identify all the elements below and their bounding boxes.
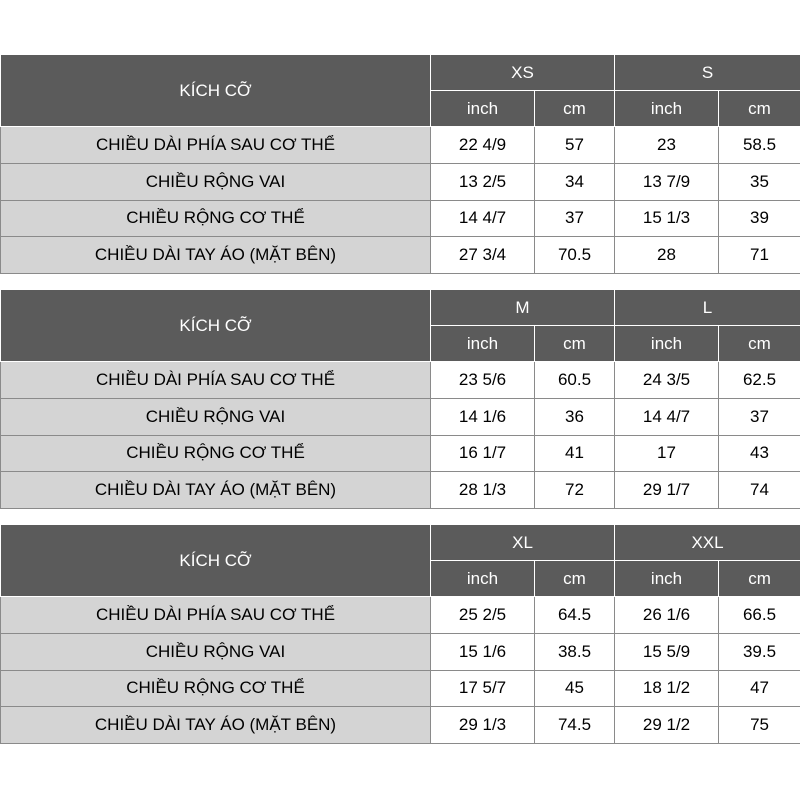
cell-value: 18 1/2	[615, 670, 719, 707]
cell-value: 62.5	[719, 362, 800, 399]
row-label-body-width: CHIỀU RỘNG CƠ THỂ	[1, 435, 431, 472]
cell-value: 17 5/7	[431, 670, 535, 707]
unit-inch: inch	[615, 91, 719, 127]
unit-cm: cm	[719, 326, 800, 362]
row-label-back-length: CHIỀU DÀI PHÍA SAU CƠ THỂ	[1, 362, 431, 399]
size-table-2	[0, 289, 800, 509]
table-row	[1, 633, 800, 670]
unit-cm: cm	[719, 561, 800, 597]
cell-value: 37	[719, 398, 800, 435]
cell-value: 15 5/9	[615, 633, 719, 670]
cell-value: 28	[615, 237, 719, 274]
size-header-row	[1, 55, 800, 91]
row-label-shoulder-width: CHIỀU RỘNG VAI	[1, 398, 431, 435]
row-label-sleeve-length: CHIỀU DÀI TAY ÁO (MẶT BÊN)	[1, 707, 431, 744]
cell-value: 72	[535, 472, 615, 509]
row-label-back-length: CHIỀU DÀI PHÍA SAU CƠ THỂ	[1, 127, 431, 164]
cell-value: 29 1/2	[615, 707, 719, 744]
cell-value: 13 2/5	[431, 163, 535, 200]
size-header-label: KÍCH CỠ	[1, 290, 431, 362]
size-table-3	[0, 524, 800, 744]
cell-value: 45	[535, 670, 615, 707]
size-table-1	[0, 54, 800, 274]
cell-value: 26 1/6	[615, 597, 719, 634]
size-header-row	[1, 525, 800, 561]
size-name-l: L	[615, 290, 800, 326]
unit-inch: inch	[431, 326, 535, 362]
table-row	[1, 200, 800, 237]
cell-value: 38.5	[535, 633, 615, 670]
unit-cm: cm	[535, 326, 615, 362]
cell-value: 35	[719, 163, 800, 200]
unit-cm: cm	[535, 91, 615, 127]
row-label-back-length: CHIỀU DÀI PHÍA SAU CƠ THỂ	[1, 597, 431, 634]
table-row	[1, 398, 800, 435]
cell-value: 23 5/6	[431, 362, 535, 399]
size-chart-table	[0, 54, 800, 274]
table-row	[1, 670, 800, 707]
row-label-sleeve-length: CHIỀU DÀI TAY ÁO (MẶT BÊN)	[1, 472, 431, 509]
size-name-m: M	[431, 290, 615, 326]
cell-value: 29 1/7	[615, 472, 719, 509]
cell-value: 14 1/6	[431, 398, 535, 435]
table-row	[1, 237, 800, 274]
size-name-xs: XS	[431, 55, 615, 91]
cell-value: 28 1/3	[431, 472, 535, 509]
table-row	[1, 707, 800, 744]
table-row	[1, 435, 800, 472]
cell-value: 29 1/3	[431, 707, 535, 744]
size-header-label: KÍCH CỠ	[1, 55, 431, 127]
unit-inch: inch	[431, 561, 535, 597]
cell-value: 74.5	[535, 707, 615, 744]
row-label-body-width: CHIỀU RỘNG CƠ THỂ	[1, 200, 431, 237]
size-header-row	[1, 290, 800, 326]
cell-value: 39.5	[719, 633, 800, 670]
table-row	[1, 597, 800, 634]
cell-value: 14 4/7	[431, 200, 535, 237]
cell-value: 75	[719, 707, 800, 744]
row-label-sleeve-length: CHIỀU DÀI TAY ÁO (MẶT BÊN)	[1, 237, 431, 274]
size-chart-table	[0, 524, 800, 744]
row-label-body-width: CHIỀU RỘNG CƠ THỂ	[1, 670, 431, 707]
unit-inch: inch	[615, 561, 719, 597]
cell-value: 24 3/5	[615, 362, 719, 399]
cell-value: 39	[719, 200, 800, 237]
cell-value: 64.5	[535, 597, 615, 634]
row-label-shoulder-width: CHIỀU RỘNG VAI	[1, 163, 431, 200]
cell-value: 66.5	[719, 597, 800, 634]
table-row	[1, 362, 800, 399]
unit-inch: inch	[615, 326, 719, 362]
cell-value: 27 3/4	[431, 237, 535, 274]
table-row	[1, 163, 800, 200]
cell-value: 22 4/9	[431, 127, 535, 164]
size-name-s: S	[615, 55, 800, 91]
cell-value: 36	[535, 398, 615, 435]
cell-value: 17	[615, 435, 719, 472]
cell-value: 14 4/7	[615, 398, 719, 435]
unit-inch: inch	[431, 91, 535, 127]
cell-value: 37	[535, 200, 615, 237]
cell-value: 70.5	[535, 237, 615, 274]
table-row	[1, 472, 800, 509]
size-name-xl: XL	[431, 525, 615, 561]
cell-value: 43	[719, 435, 800, 472]
table-row	[1, 127, 800, 164]
cell-value: 34	[535, 163, 615, 200]
cell-value: 25 2/5	[431, 597, 535, 634]
cell-value: 57	[535, 127, 615, 164]
cell-value: 23	[615, 127, 719, 164]
size-chart-table	[0, 289, 800, 509]
row-label-shoulder-width: CHIỀU RỘNG VAI	[1, 633, 431, 670]
cell-value: 60.5	[535, 362, 615, 399]
cell-value: 41	[535, 435, 615, 472]
unit-cm: cm	[535, 561, 615, 597]
cell-value: 74	[719, 472, 800, 509]
cell-value: 15 1/6	[431, 633, 535, 670]
cell-value: 15 1/3	[615, 200, 719, 237]
cell-value: 13 7/9	[615, 163, 719, 200]
cell-value: 47	[719, 670, 800, 707]
size-header-label: KÍCH CỠ	[1, 525, 431, 597]
cell-value: 58.5	[719, 127, 800, 164]
cell-value: 71	[719, 237, 800, 274]
cell-value: 16 1/7	[431, 435, 535, 472]
size-name-xxl: XXL	[615, 525, 800, 561]
unit-cm: cm	[719, 91, 800, 127]
